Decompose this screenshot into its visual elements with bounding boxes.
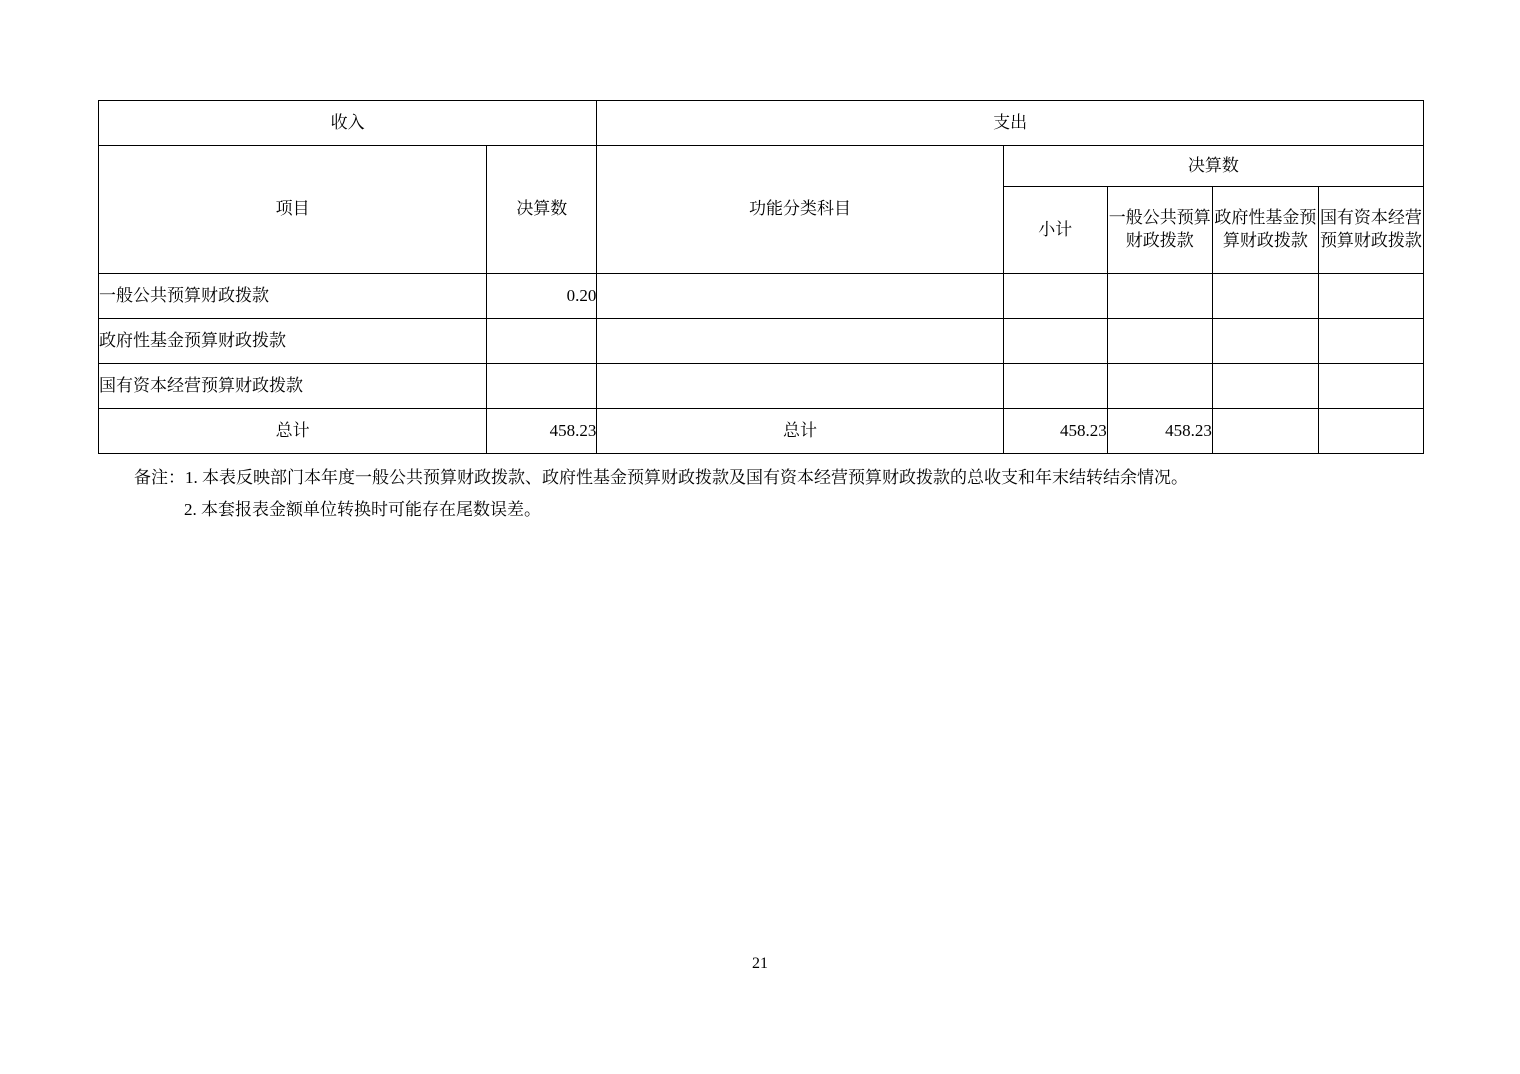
cell-income-final <box>487 364 597 409</box>
header-exp-subtotal: 小计 <box>1003 187 1107 274</box>
cell-exp-subtotal <box>1003 364 1107 409</box>
budget-final-accounts-table <box>98 100 1424 454</box>
page-number: 21 <box>752 955 768 972</box>
table-row <box>99 364 1424 409</box>
cell-exp-subtotal <box>1003 274 1107 319</box>
cell-exp-subject <box>597 364 1003 409</box>
table-row <box>99 319 1424 364</box>
cell-total-exp-state-capital <box>1318 409 1423 454</box>
note-line-2: 2. 本套报表金额单位转换时可能存在尾数误差。 <box>184 500 541 520</box>
table-subheader-row-1 <box>99 146 1424 187</box>
cell-exp-general-public <box>1107 319 1212 364</box>
cell-total-exp-gov-fund <box>1212 409 1318 454</box>
cell-income-final <box>487 319 597 364</box>
budget-table-container <box>98 100 1424 454</box>
cell-exp-gov-fund <box>1212 319 1318 364</box>
cell-exp-state-capital <box>1318 364 1423 409</box>
cell-income-item: 一般公共预算财政拨款 <box>99 274 487 319</box>
cell-total-exp-general-public: 458.23 <box>1107 409 1212 454</box>
cell-income-item: 政府性基金预算财政拨款 <box>99 319 487 364</box>
cell-total-exp-subtotal: 458.23 <box>1003 409 1107 454</box>
note-line-1: 备注：1. 本表反映部门本年度一般公共预算财政拨款、政府性基金预算财政拨款及国有资本经营预算财政拨款的总收支和年末结转结余情况。 <box>134 468 1188 487</box>
cell-exp-subject <box>597 274 1003 319</box>
cell-exp-general-public <box>1107 364 1212 409</box>
cell-total-income-label: 总计 <box>99 409 487 454</box>
header-exp-general-public: 一般公共预算财政拨款 <box>1107 187 1212 274</box>
table-notes <box>98 462 1428 527</box>
cell-exp-general-public <box>1107 274 1212 319</box>
cell-exp-state-capital <box>1318 274 1423 319</box>
cell-income-final: 0.20 <box>487 274 597 319</box>
header-expenditure-final-amount: 决算数 <box>1003 146 1423 187</box>
header-income-item: 项目 <box>99 146 487 274</box>
cell-exp-subtotal <box>1003 319 1107 364</box>
cell-total-exp-label: 总计 <box>597 409 1003 454</box>
header-income: 收入 <box>99 101 597 146</box>
header-exp-gov-fund: 政府性基金预算财政拨款 <box>1212 187 1318 274</box>
cell-exp-subject <box>597 319 1003 364</box>
cell-exp-gov-fund <box>1212 274 1318 319</box>
cell-total-income-final: 458.23 <box>487 409 597 454</box>
table-row <box>99 274 1424 319</box>
header-expenditure-function-subject: 功能分类科目 <box>597 146 1003 274</box>
header-income-final-amount: 决算数 <box>487 146 597 274</box>
header-exp-state-capital: 国有资本经营预算财政拨款 <box>1318 187 1423 274</box>
cell-exp-gov-fund <box>1212 364 1318 409</box>
table-total-row <box>99 409 1424 454</box>
header-expenditure: 支出 <box>597 101 1424 146</box>
cell-exp-state-capital <box>1318 319 1423 364</box>
cell-income-item: 国有资本经营预算财政拨款 <box>99 364 487 409</box>
table-group-header-row <box>99 101 1424 146</box>
